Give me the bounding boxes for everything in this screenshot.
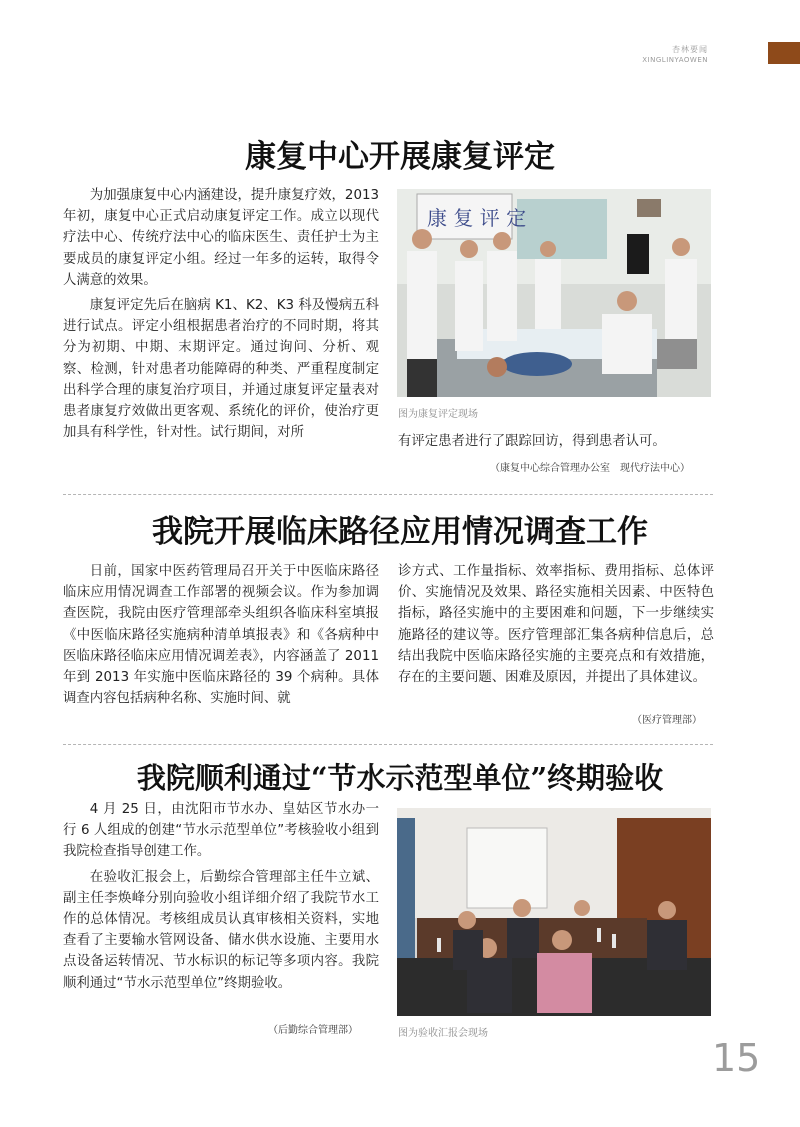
rehab-photo-illustration [397, 189, 711, 397]
article1-continuation: 有评定患者进行了跟踪回访，得到患者认可。 [398, 434, 666, 449]
article1-photo [397, 189, 711, 397]
rehab-sign-text: 康 复 评 定 [427, 206, 527, 230]
article1-paragraph-2: 康复评定先后在脑病 K1、K2、K3 科及慢病五科进行试点。评定小组根据患者治疗的不同时期，将其分为初期、中期、末期评定。通过询问、分析、观察、检测，针对患者功能障碍的种类、严重程度制定出科学合理的康复治疗项目，并通过康复评定量表对患者康复疗效做出更客观、系统化的评价，使治疗更加具有科学性，针对性。试行期间，对所 [63, 298, 379, 441]
divider-1 [63, 494, 713, 495]
article3-title: 我院顺利通过“节水示范型单位”终期验收 [136, 761, 664, 795]
article3-photo [397, 808, 711, 1016]
article1-paragraph-1: 为加强康复中心内涵建设，提升康复疗效，2013 年初，康复中心正式启动康复评定工作。成立以现代疗法中心、传统疗法中心的临床医生、责任护士为主要成员的康复评定小组。经过一年多的运转，取得令人满意的效果。 [63, 188, 379, 288]
article2-column-right: 诊方式、工作量指标、效率指标、费用指标、总体评价、实施情况及效果、路径实施相关因素、中医特色指标，路径实施中的主要困难和问题，下一步继续实施路径的建议等。医疗管理部汇集各病种信息后，总结出我院中医临床路径实施的主要亮点和有效措施，存在的主要问题、困难及原因，并提出了具体建议。 [398, 564, 714, 686]
article1-photo-caption: 图为康复评定现场 [398, 409, 478, 420]
article1-body [63, 185, 379, 443]
article2-column-left: 日前，国家中医药管理局召开关于中医临床路径临床应用情况调查工作部署的视频会议。作为参加调查医院，我院由医疗管理部牵头组织各临床科室填报《中医临床路径实施病种清单填报表》和《各病种中医临床路径临床应用情况调差表》，内容涵盖了 2011 年到 2013 年实施中医临床路径的 39 个病种。具体调查内容包括病种名称、实施时间、就 [63, 564, 379, 707]
article3-paragraph-2: 在验收汇报会上，后勤综合管理部主任牛立斌、副主任李焕峰分别向验收小组详细介绍了我院节水工作的总体情况。考核组成员认真审核相关资料，实地查看了主要输水管网设备、储水供水设施、主要用水点设备运转情况、节水标识的标记等多项内容。我院顺利通过“节水示范型单位”终期验收。 [63, 869, 379, 991]
section-label-en: XINGLINYAOWEN [642, 56, 708, 64]
article2-title: 我院开展临床路径应用情况调查工作 [152, 514, 648, 550]
article3-signature: （后勤综合管理部） [268, 1025, 358, 1036]
meeting-photo-illustration [397, 808, 711, 1016]
section-label: 杏林要闻 [672, 45, 708, 54]
article3-photo-caption: 图为验收汇报会现场 [398, 1028, 488, 1039]
article2-signature: （医疗管理部） [632, 715, 702, 726]
article3-body [63, 799, 379, 994]
divider-2 [63, 744, 713, 745]
article1-title: 康复中心开展康复评定 [245, 139, 555, 175]
page-number: 15 [712, 1036, 761, 1080]
article1-signature: （康复中心综合管理办公室 现代疗法中心） [490, 463, 690, 474]
header-accent-bar [768, 42, 800, 64]
article3-paragraph-1: 4 月 25 日，由沈阳市节水办、皇姑区节水办一行 6 人组成的创建“节水示范型单位”考核验收小组到我院检查指导创建工作。 [63, 802, 379, 860]
